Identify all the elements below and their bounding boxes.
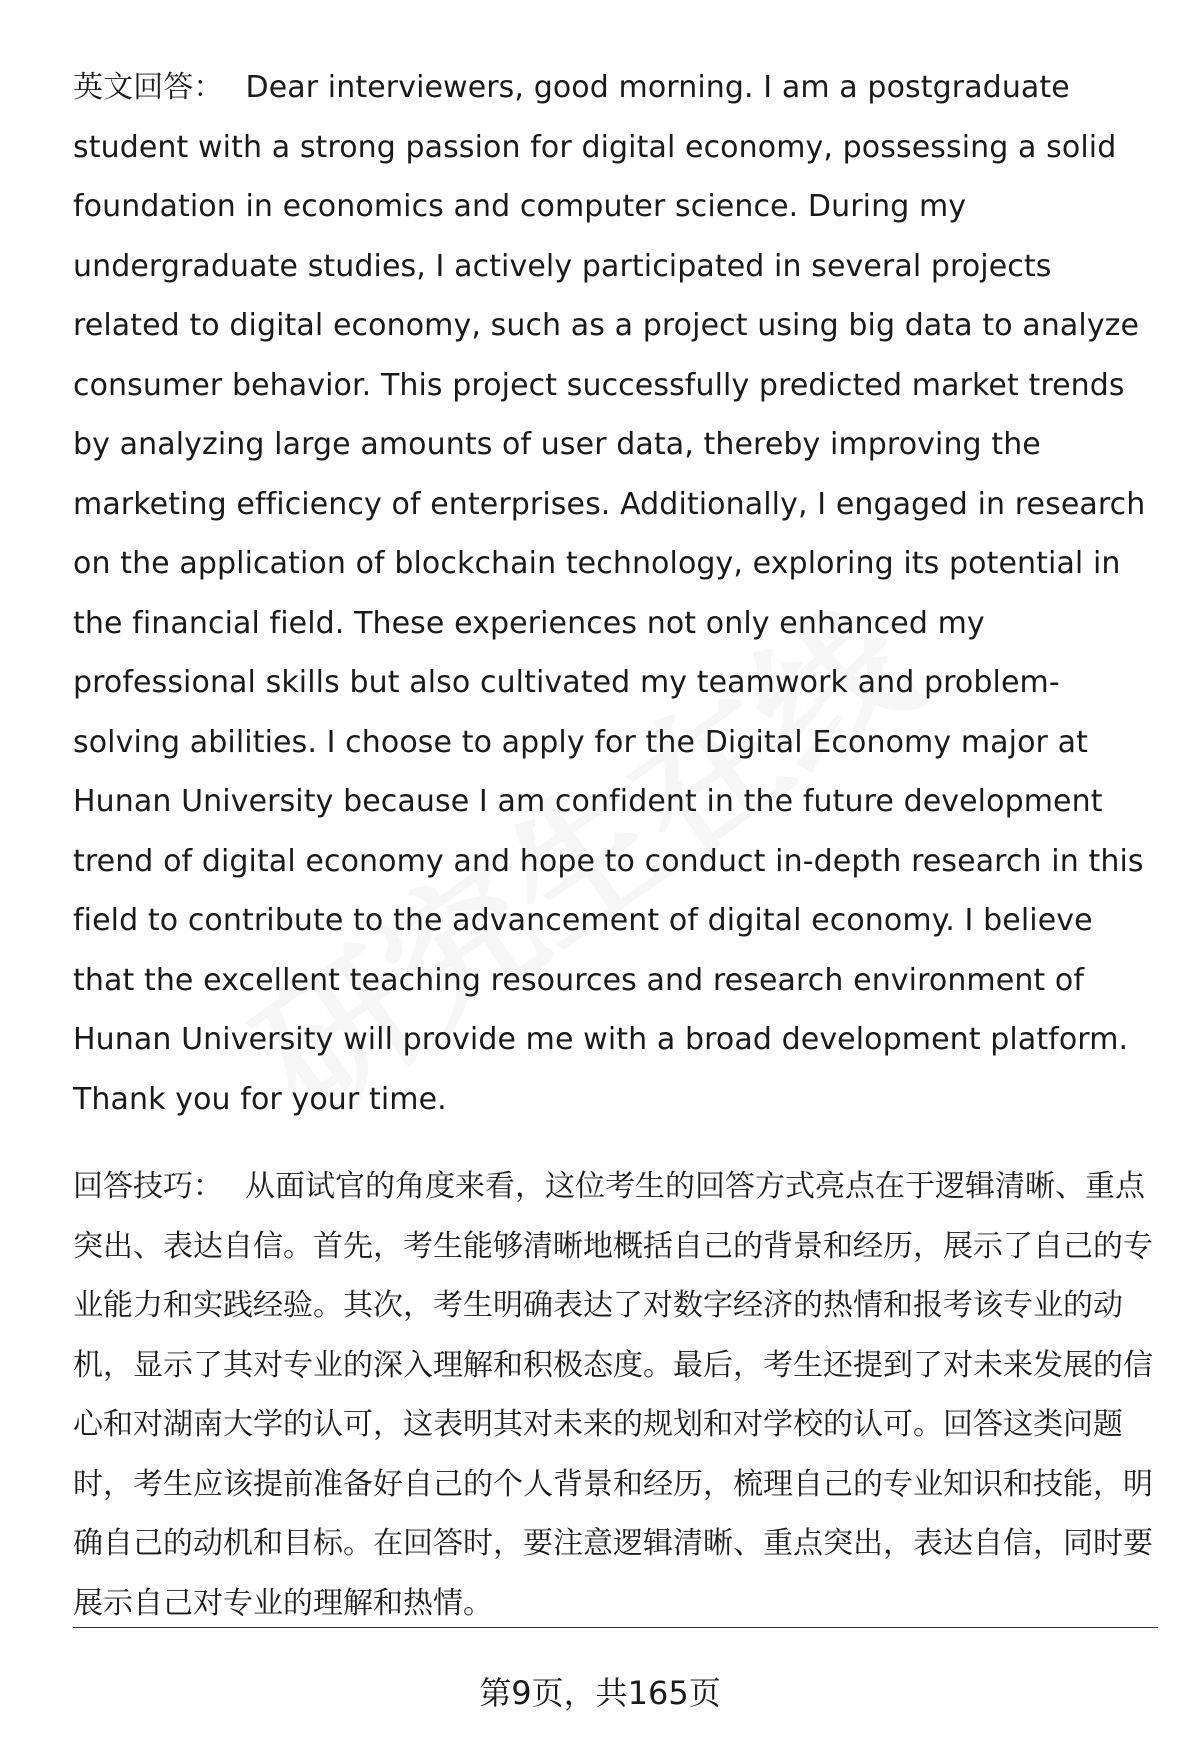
answer-tips-label: 回答技巧： — [73, 1169, 223, 1204]
answer-tips-paragraph — [73, 1157, 1158, 1633]
english-answer-label: 英文回答： — [73, 70, 224, 105]
answer-tips-text: 从面试官的角度来看，这位考生的回答方式亮点在于逻辑清晰、重点突出、表达自信。首先，考生能够清晰地概括自己的背景和经历，展示了自己的专业能力和实践经验。其次，考生明确表达了对数字经济的热情和报考该专业的动机，显示了其对专业的深入理解和积极态度。最后，考生还提到了对未来发展的信心和对湖南大学的认可，这表明其对未来的规划和对学校的认可。回答这类问题时，考生应该提前准备好自己的个人背景和经历，梳理自己的专业知识和技能，明确自己的动机和目标。在回答时，要注意逻辑清晰、重点突出，表达自信，同时要展示自己对专业的理解和热情。 — [73, 1169, 1153, 1621]
footer-divider — [73, 1627, 1158, 1628]
page-content — [73, 58, 1158, 1633]
page-number: 第9页，共165页 — [479, 1674, 721, 1712]
english-answer-text: Dear interviewers, good morning. I am a postgraduate student with a strong passion for digital economy, possessing a solid foundation in economics and computer science. During my undergraduate studies, I actively participated in several projects related to digital economy, such as a project using big data to analyze consumer behavior. This project successfully predicted market trends by analyzing large amounts of user data, thereby improving the marketing efficiency of enterprises. Additionally, I engaged in research on the application of blockchain technology, exploring its potential in the financial field. These experiences not only enhanced my professional skills but also cultivated my teamwork and problem-solving abilities. I choose to apply for the Digital Economy major at Hunan University because I am confident in the future development trend of digital economy and hope to conduct in-depth research in this field to contribute to the advancement of digital economy. I believe that the excellent teaching resources and research environment of Hunan University will provide me with a broad development platform. Thank you for your time. — [73, 70, 1146, 1117]
english-answer-paragraph — [73, 58, 1158, 1129]
